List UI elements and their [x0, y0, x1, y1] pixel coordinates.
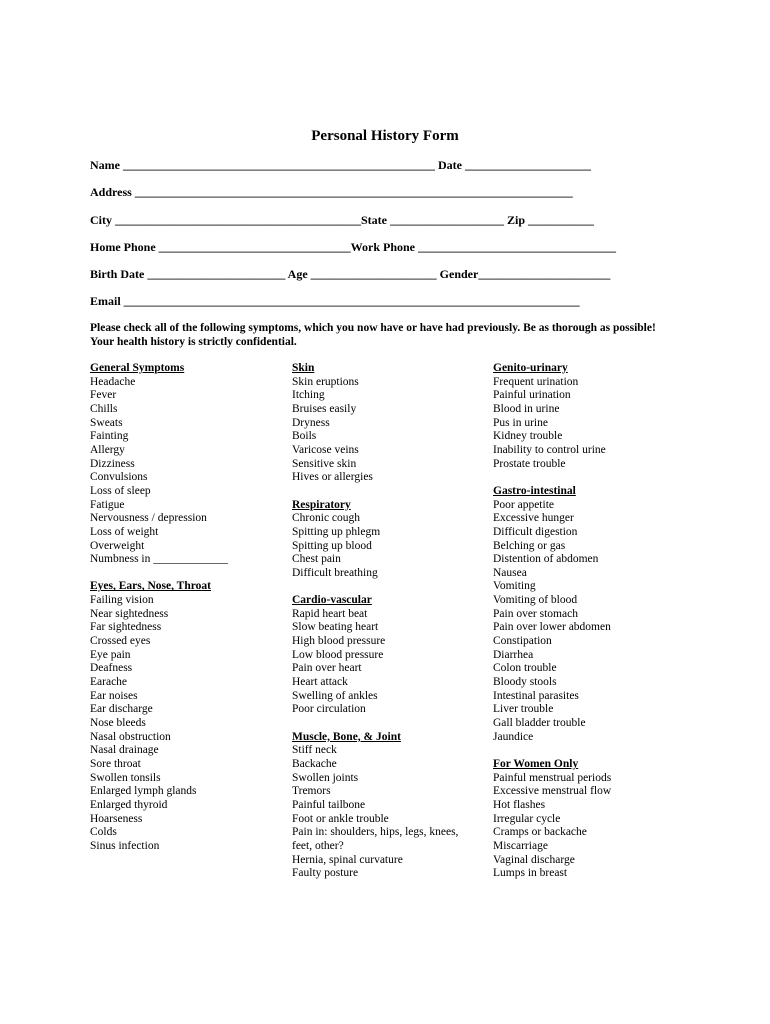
symptom-item[interactable]: Difficult breathing: [292, 566, 378, 579]
symptom-item[interactable]: High blood pressure: [292, 635, 386, 648]
symptom-item[interactable]: Nasal obstruction: [90, 730, 171, 743]
section-gastro-intestinal: [493, 485, 693, 744]
symptom-item[interactable]: Painful tailbone: [292, 798, 366, 811]
symptom-item[interactable]: Painful urination: [493, 389, 571, 402]
form-title: Personal History Form: [311, 128, 459, 144]
section-heading: Cardio-vascular: [292, 594, 372, 607]
section-heading: Gastro-intestinal: [493, 484, 576, 497]
symptom-item[interactable]: Overweight: [90, 539, 145, 552]
instructions: Please check all of the following symptoms, which you now have or have had previously. Be as thorough as possible! Your health history is strictly confidential.: [90, 322, 656, 348]
symptom-item[interactable]: Swollen tonsils: [90, 771, 161, 784]
section-heading: Genito-urinary: [493, 362, 568, 374]
symptom-item[interactable]: Vomiting of blood: [493, 594, 578, 607]
symptom-item[interactable]: Fever: [90, 389, 117, 402]
symptom-item[interactable]: Swollen joints: [292, 771, 359, 784]
symptom-item[interactable]: Painful menstrual periods: [493, 771, 612, 784]
symptom-item[interactable]: Spitting up blood: [292, 539, 372, 552]
symptom-item[interactable]: Foot or ankle trouble: [292, 812, 389, 825]
symptom-item[interactable]: Gall bladder trouble: [493, 717, 586, 730]
section-skin: [292, 362, 487, 485]
symptom-item[interactable]: Jaundice: [493, 730, 534, 743]
symptom-item[interactable]: Hernia, spinal curvature: [292, 853, 403, 866]
symptom-item[interactable]: Hives or allergies: [292, 471, 373, 484]
symptom-item[interactable]: Chest pain: [292, 553, 341, 566]
symptom-item[interactable]: feet, other?: [292, 839, 344, 852]
section-general-symptoms: [90, 362, 285, 567]
symptom-item[interactable]: Ear discharge: [90, 703, 153, 716]
section-heading: Muscle, Bone, & Joint: [292, 730, 401, 743]
section-heading: Skin: [292, 362, 315, 374]
symptom-item[interactable]: Headache: [90, 375, 136, 388]
section-heading: Respiratory: [292, 498, 351, 511]
symptom-item[interactable]: Itching: [292, 389, 325, 402]
symptom-item[interactable]: Dryness: [292, 416, 330, 429]
symptom-column-3: [493, 362, 693, 895]
symptom-column-1: [90, 362, 285, 867]
symptom-item[interactable]: Ear noises: [90, 689, 138, 702]
symptom-item[interactable]: Pain over lower abdomen: [493, 621, 611, 634]
symptom-item[interactable]: Swelling of ankles: [292, 689, 378, 702]
symptom-item[interactable]: Cramps or backache: [493, 826, 587, 839]
symptom-item[interactable]: Sinus infection: [90, 839, 160, 852]
symptom-item[interactable]: Rapid heart beat: [292, 607, 368, 620]
symptom-item[interactable]: Nose bleeds: [90, 717, 146, 730]
symptom-item[interactable]: Enlarged lymph glands: [90, 785, 197, 798]
name-date-line[interactable]: Name ____________________________________________________ Date _____________________: [90, 158, 591, 172]
symptom-item[interactable]: Heart attack: [292, 676, 348, 689]
symptom-item[interactable]: Near sightedness: [90, 607, 169, 620]
section-muscle-bone-joint: [292, 731, 487, 881]
symptom-item[interactable]: Bruises easily: [292, 402, 357, 415]
symptom-item[interactable]: Chronic cough: [292, 512, 361, 525]
symptom-item[interactable]: Diarrhea: [493, 648, 534, 661]
symptom-item[interactable]: Sore throat: [90, 758, 141, 771]
symptom-item[interactable]: Constipation: [493, 635, 552, 648]
symptom-item[interactable]: Convulsions: [90, 471, 148, 484]
symptom-item[interactable]: Colon trouble: [493, 662, 557, 675]
symptom-item[interactable]: Skin eruptions: [292, 375, 359, 388]
symptom-item[interactable]: Fainting: [90, 430, 129, 443]
section-heading: General Symptoms: [90, 362, 185, 374]
symptom-item[interactable]: Nasal drainage: [90, 744, 159, 757]
symptom-item[interactable]: Allergy: [90, 443, 125, 456]
symptom-item[interactable]: Loss of weight: [90, 525, 159, 538]
symptom-item[interactable]: Kidney trouble: [493, 430, 563, 443]
symptom-item[interactable]: Numbness in _____________: [90, 553, 228, 566]
symptom-item[interactable]: Dizziness: [90, 457, 135, 470]
symptom-item[interactable]: Loss of sleep: [90, 484, 151, 497]
symptom-column-2: [292, 362, 487, 895]
symptom-item[interactable]: Blood in urine: [493, 402, 560, 415]
symptom-item[interactable]: Enlarged thyroid: [90, 798, 168, 811]
symptom-item[interactable]: Distention of abdomen: [493, 553, 599, 566]
symptom-item[interactable]: Chills: [90, 402, 118, 415]
symptom-item[interactable]: Colds: [90, 826, 117, 839]
section-for-women-only: [493, 758, 693, 881]
symptom-item[interactable]: Poor appetite: [493, 498, 554, 511]
symptom-item[interactable]: Prostate trouble: [493, 457, 566, 470]
section-genito-urinary: [493, 362, 693, 471]
symptom-item[interactable]: Eye pain: [90, 648, 131, 661]
email-line[interactable]: Email ____________________________________________________________________________: [90, 294, 580, 308]
symptom-item[interactable]: Pain over heart: [292, 662, 362, 675]
city-state-zip-line[interactable]: City _________________________________________State ___________________ Zip ___________: [90, 213, 594, 227]
symptom-item[interactable]: Low blood pressure: [292, 648, 384, 661]
symptom-item[interactable]: Varicose veins: [292, 443, 359, 456]
symptom-item[interactable]: Frequent urination: [493, 375, 579, 388]
symptom-item[interactable]: Inability to control urine: [493, 443, 606, 456]
section-respiratory: [292, 499, 487, 581]
symptom-item[interactable]: Poor circulation: [292, 703, 366, 716]
symptom-item[interactable]: Deafness: [90, 662, 133, 675]
symptom-item[interactable]: Pain over stomach: [493, 607, 578, 620]
symptom-item[interactable]: Spitting up phlegm: [292, 525, 381, 538]
symptom-item[interactable]: Slow beating heart: [292, 621, 379, 634]
symptom-item[interactable]: Sweats: [90, 416, 123, 429]
symptom-item[interactable]: Nausea: [493, 566, 527, 579]
symptom-item[interactable]: Intestinal parasites: [493, 689, 579, 702]
section-heading: Eyes, Ears, Nose, Throat: [90, 580, 211, 593]
symptom-item[interactable]: Vaginal discharge: [493, 853, 575, 866]
symptom-item[interactable]: Pain in: shoulders, hips, legs, knees,: [292, 826, 459, 839]
symptom-item[interactable]: Failing vision: [90, 594, 154, 607]
symptom-item[interactable]: Irregular cycle: [493, 812, 561, 825]
section-heading: For Women Only: [493, 758, 579, 770]
symptom-item[interactable]: Earache: [90, 676, 128, 689]
section-cardio-vascular: [292, 594, 487, 717]
symptom-item[interactable]: Hoarseness: [90, 812, 143, 825]
symptom-item[interactable]: Excessive menstrual flow: [493, 785, 612, 798]
symptom-item[interactable]: Boils: [292, 430, 317, 443]
phone-line[interactable]: Home Phone ________________________________Work Phone _________________________________: [90, 240, 617, 254]
symptom-item[interactable]: Faulty posture: [292, 867, 359, 880]
symptom-item[interactable]: Miscarriage: [493, 839, 548, 852]
symptom-item[interactable]: Vomiting: [493, 580, 536, 593]
symptom-item[interactable]: Tremors: [292, 785, 331, 798]
birth-age-gender-line[interactable]: Birth Date _______________________ Age _____________________ Gender______________________: [90, 267, 611, 281]
symptom-item[interactable]: Pus in urine: [493, 416, 548, 429]
section-eyes-ears-nose-throat: [90, 580, 285, 853]
symptom-item[interactable]: Hot flashes: [493, 798, 546, 811]
symptom-item[interactable]: Bloody stools: [493, 676, 557, 689]
symptom-item[interactable]: Liver trouble: [493, 703, 554, 716]
symptom-item[interactable]: Belching or gas: [493, 539, 566, 552]
symptom-item[interactable]: Fatigue: [90, 498, 125, 511]
symptom-item[interactable]: Stiff neck: [292, 744, 337, 757]
symptom-item[interactable]: Lumps in breast: [493, 867, 568, 880]
symptom-item[interactable]: Nervousness / depression: [90, 512, 207, 525]
symptom-item[interactable]: Crossed eyes: [90, 635, 151, 648]
symptom-item[interactable]: Backache: [292, 757, 337, 770]
symptom-item[interactable]: Sensitive skin: [292, 457, 357, 470]
symptom-item[interactable]: Excessive hunger: [493, 512, 574, 525]
address-line[interactable]: Address _________________________________________________________________________: [90, 185, 573, 199]
symptom-item[interactable]: Far sightedness: [90, 621, 162, 634]
symptom-item[interactable]: Difficult digestion: [493, 525, 578, 538]
